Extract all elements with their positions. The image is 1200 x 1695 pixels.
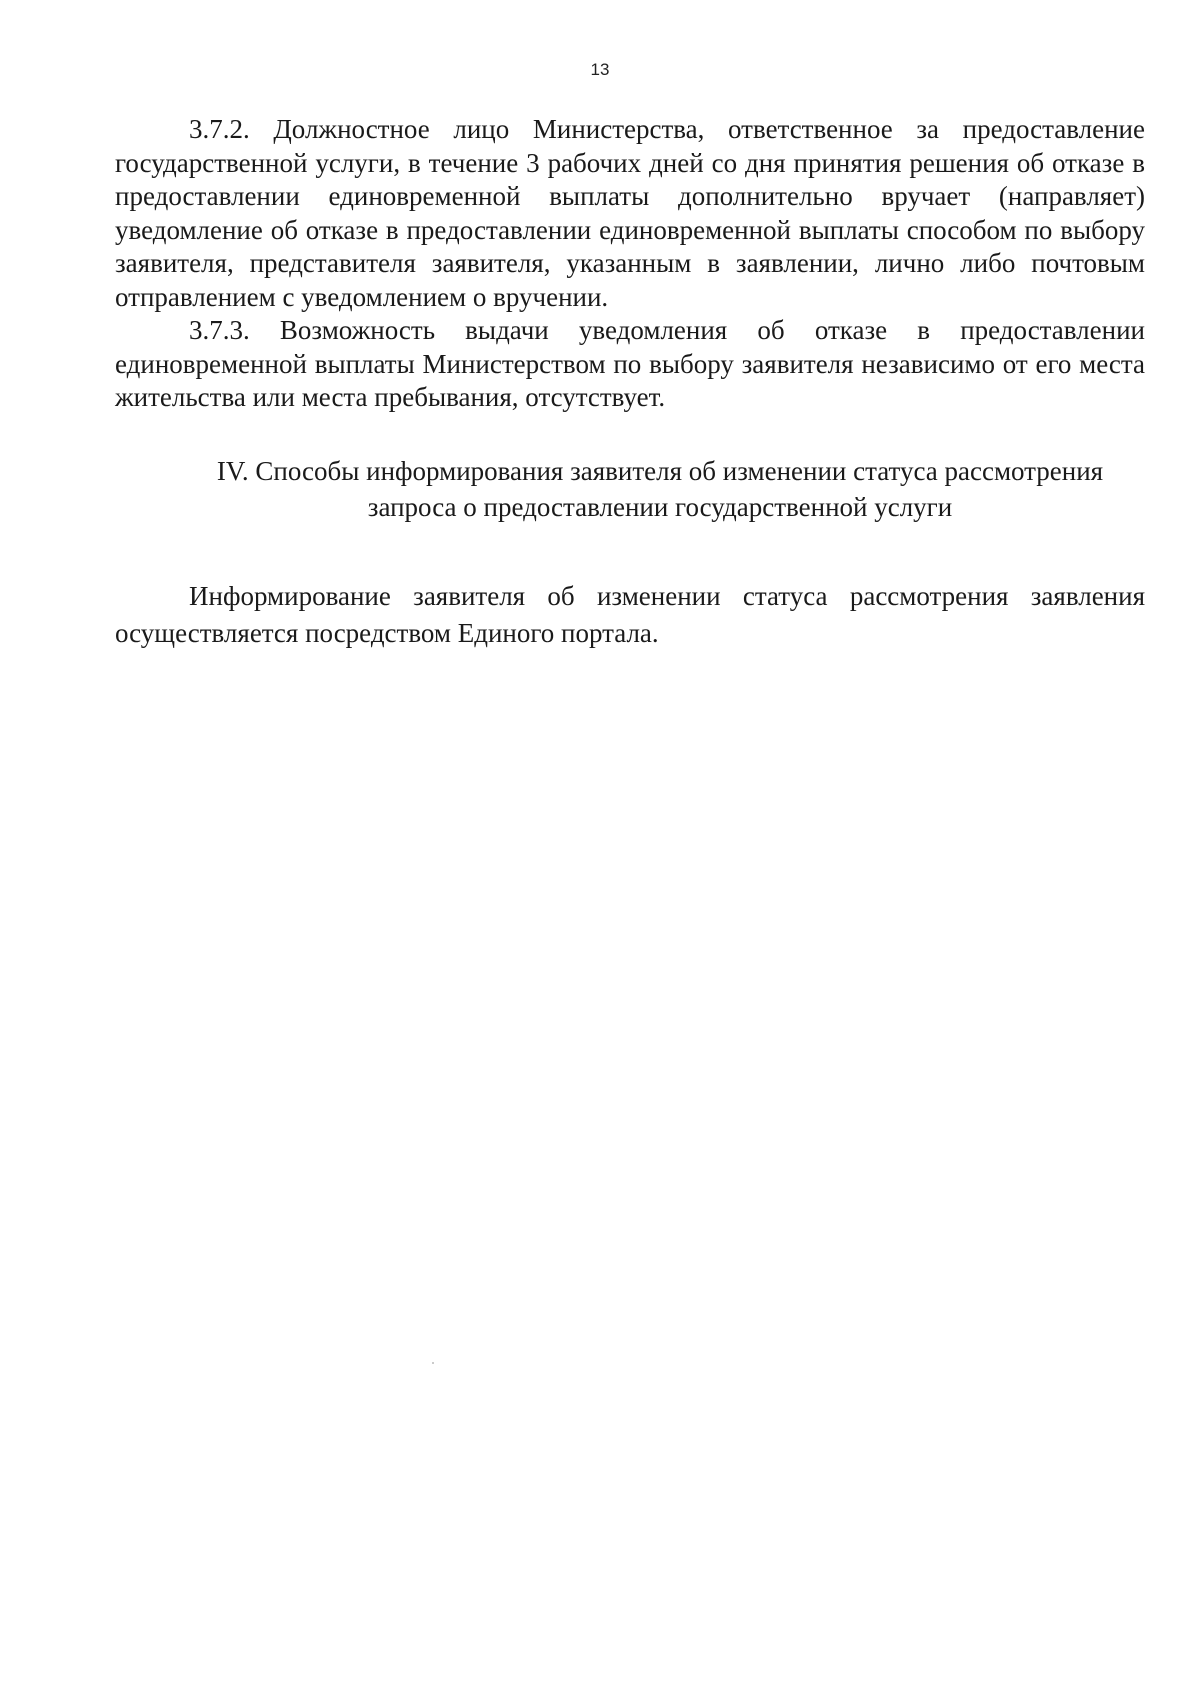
section-iv-heading-line-2: запроса о предоставлении государственной услуги [367, 492, 953, 522]
paragraph-informing: Информирование заявителя об изменении статуса рассмотрения заявления осуществляется посредством Единого портала. [115, 581, 1145, 648]
page-number: 13 [590, 60, 610, 79]
scan-speck [432, 1362, 434, 1364]
section-3-7-body [115, 113, 1145, 415]
section-iv-heading [180, 453, 1140, 525]
section-iv-heading-line-1: IV. Способы информирования заявителя об изменении статуса рассмотрения [216, 456, 1104, 486]
section-iv-body [115, 578, 1145, 652]
paragraph-3-7-2: 3.7.2. Должностное лицо Министерства, ответственное за предоставление государственной услуги, в течение 3 рабочих дней со дня принятия решения об отказе в предоставлении единовременной выплаты дополнительно вручает (направляет) уведомление об отказе в предоставлении единовременной выплаты способом по выбору заявителя, представителя заявителя, указанным в заявлении, лично либо почтовым отправлением с уведомлением о вручении. [115, 114, 1145, 312]
paragraph-3-7-3: 3.7.3. Возможность выдачи уведомления об отказе в предоставлении единовременной выплаты Министерством по выбору заявителя независимо от его места жительства или места пребывания, отсутствует. [115, 315, 1145, 412]
